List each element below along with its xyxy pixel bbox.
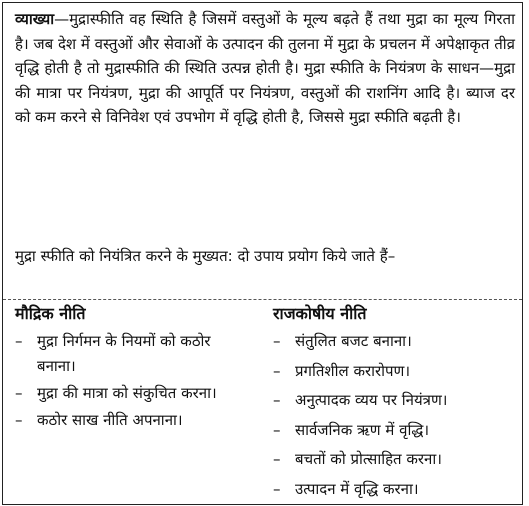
dash-bullet: – [15,384,23,402]
list-item-text: कठोर साख नीति अपनाना। [37,411,183,429]
dash-bullet: – [273,420,281,439]
list-item-text: उत्पादन में वृद्धि करना। [295,479,419,498]
dash-bullet: – [273,450,281,468]
list-item [15,329,250,379]
dash-bullet: – [15,411,23,429]
list-item-text: संतुलित बजट बनाना। [295,332,412,350]
monetary-policy-column [15,301,250,435]
list-item [273,329,513,355]
dash-bullet: – [273,391,281,409]
list-item [15,408,250,433]
list-item [15,381,250,406]
dash-bullet: – [15,332,23,350]
section-divider [3,299,522,300]
explanation-text: —मुद्रास्फीति वह स्थिति है जिसमें वस्तुओं के मूल्य बढ़ते हैं तथा मुद्रा का मूल्य गिरता है। जब देश में वस्तुओं और सेवाओं के उत्पादन की तुलना में मुद्रा के प्रचलन में अपेक्षाकृत तीव्र वृद्धि होती है तो मुद्रास्फीति की स्थिति उत्पन्न होती है। मुद्रा स्फीति के नियंत्रण के साधन—मुद्रा की मात्रा पर नियंत्रण, मुद्रा की आपूर्ति पर नियंत्रण, वस्तुओं की राशनिंग आदि है। ब्याज दर को कम करने से विनिवेश एवं उपभोग में वृद्धि होती है, जिससे मुद्रा स्फीति बढ़ती है। [15,10,515,126]
fiscal-policy-title: राजकोषीय नीति [273,304,367,323]
explanation-box [2,2,523,505]
cropped-next-line [12,497,512,503]
list-item-text: प्रगतिशील करारोपण। [295,361,411,380]
list-item [273,388,513,414]
intro-text: मुद्रा स्फीति को नियंत्रित करने के मुख्यत: दो उपाय प्रयोग किये जाते हैं– [15,247,396,265]
dash-bullet: – [273,361,281,380]
list-item-text: मुद्रा निर्गमन के नियमों को कठोर बनाना। [37,332,211,375]
explanation-label: व्याख्या [15,10,55,28]
list-item [273,359,513,385]
fiscal-policy-column [273,301,513,505]
list-item-text: अनुत्पादक व्यय पर नियंत्रण। [295,391,448,409]
list-item-text: मुद्रा की मात्रा को संकुचित करना। [37,384,217,402]
explanation-paragraph [15,7,515,130]
list-item-text: सार्वजनिक ऋण में वृद्धि। [295,420,430,439]
dash-bullet: – [273,332,281,350]
fiscal-policy-list [273,329,513,502]
list-item-text: बचतों को प्रोत्साहित करना। [295,450,442,468]
monetary-policy-list [15,329,250,433]
monetary-policy-title: मौद्रिक नीति [15,304,86,323]
list-item [273,447,513,473]
dash-bullet: – [273,479,281,498]
list-item [273,418,513,444]
